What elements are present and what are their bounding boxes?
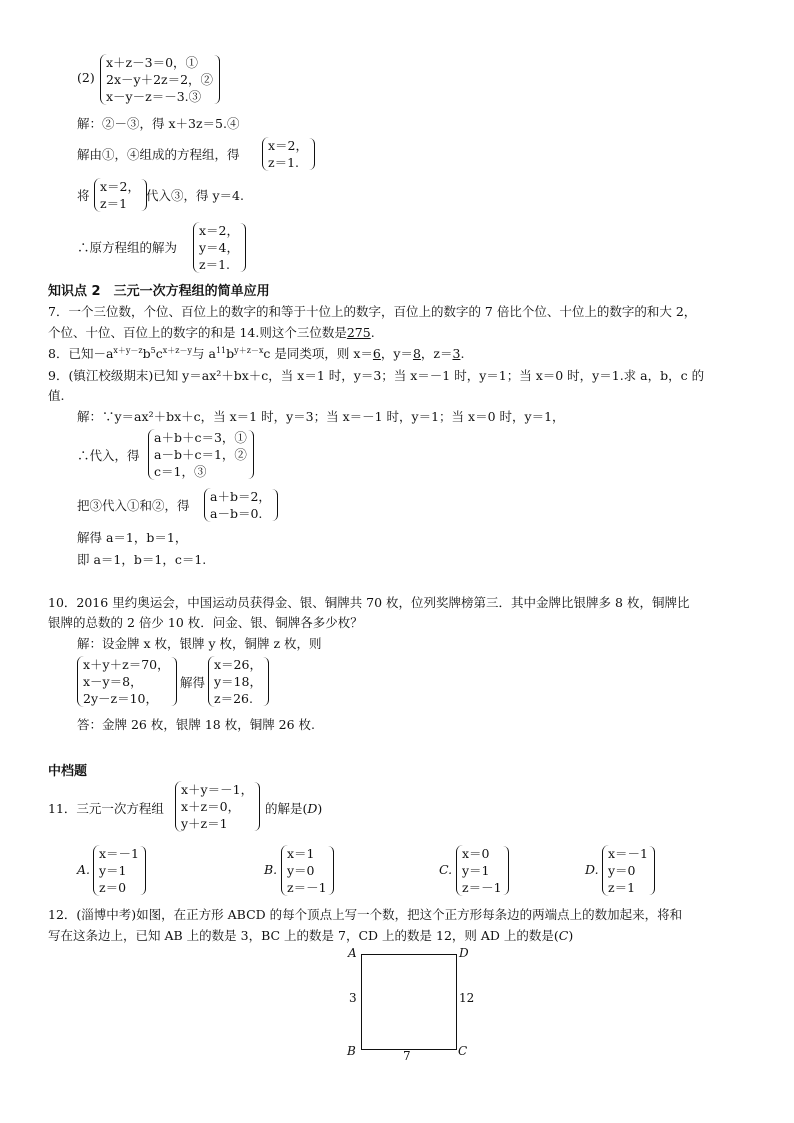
q8-answer-x: 6 — [372, 346, 381, 361]
side-cd-value: 12 — [459, 991, 475, 1005]
q8-exponent: 5 — [150, 345, 156, 355]
vertex-d-label: D — [459, 946, 469, 960]
part2-label: (2) — [77, 70, 95, 85]
equation: a＋b＝2， — [210, 489, 271, 504]
q11-text: 11．三元一次方程组 — [48, 801, 164, 816]
equation: z＝－1 — [287, 880, 327, 895]
equation: y＝1 — [99, 863, 127, 878]
q10-mid: 解得 — [180, 675, 206, 690]
q11-text: ) — [317, 801, 323, 816]
q8-answer-z: 3 — [452, 346, 461, 361]
q12-text: 写在这条边上，已知 AB 上的数是 3，BC 上的数是 7，CD 上的数是 12，则 AD 上的数是( — [48, 928, 559, 943]
q9-line1: 9．(镇江校级期末)已知 y＝ax²＋bx＋c，当 x＝1 时，y＝3；当 x＝－1 时，y＝1；当 x＝0 时，y＝1.求 a，b，c 的 — [48, 368, 705, 383]
equation: z＝1 — [100, 196, 128, 211]
equation: x＝0 — [462, 846, 490, 861]
q10-sol1: 解：设金牌 x 枚，银牌 y 枚，铜牌 z 枚，则 — [77, 636, 322, 651]
part2-step3-text: 将 — [77, 188, 90, 203]
equation: x＋z＝0， — [181, 799, 241, 814]
q8-text: c — [155, 346, 163, 361]
equation: x－y＝8， — [83, 674, 143, 689]
q11-option-a-label: A. — [77, 862, 91, 877]
q8-text: b — [226, 346, 235, 361]
equation: x＝－1 — [608, 846, 649, 861]
part2-step1: 解：②－③，得 x＋3z＝5.④ — [77, 116, 240, 131]
equation: x＝26， — [214, 657, 262, 672]
equation: y＝0 — [608, 863, 636, 878]
vertex-a-label: A — [348, 946, 357, 960]
q11-option-b-label: B. — [264, 862, 278, 877]
equation: z＝26. — [214, 691, 253, 706]
q11-option-c — [456, 845, 508, 896]
q9-sol4: 解得 a＝1，b＝1， — [77, 530, 188, 545]
q8-exponent: 11 — [215, 345, 227, 355]
equation: z＝1 — [608, 880, 636, 895]
section-title: 中档题 — [48, 764, 88, 779]
part2-step2-text: 解由①，④组成的方程组，得 — [77, 147, 240, 162]
part2-step2-system — [262, 137, 314, 171]
part2-step3-tail: 代入③，得 y＝4. — [146, 188, 244, 203]
q11-system — [175, 781, 259, 832]
q9-sol2-system — [148, 429, 253, 480]
q11-option-d — [602, 845, 654, 896]
q10-solution-system — [208, 656, 268, 707]
q8-text: . — [460, 346, 465, 361]
part2-system — [100, 54, 219, 105]
equation: x＝2， — [199, 223, 240, 238]
q8-exponent: x＋z－y — [162, 345, 193, 355]
q9-sol1: 解：∵y＝ax²＋bx＋c，当 x＝1 时，y＝3；当 x＝－1 时，y＝1；当 x＝0 时，y＝1， — [77, 409, 565, 424]
section-title: 知识点 2 三元一次方程组的简单应用 — [48, 284, 270, 299]
side-ab-value: 3 — [349, 991, 357, 1005]
equation: y＝1 — [462, 863, 490, 878]
q7-answer: 275 — [346, 325, 371, 340]
q11-text: 的解是( — [265, 801, 308, 816]
vertex-b-label: B — [347, 1044, 356, 1058]
equation: z＝1. — [268, 155, 300, 170]
q9-sol2-text: ∴代入，得 — [77, 448, 140, 463]
square-abcd — [361, 954, 457, 1050]
q8-text: b — [142, 346, 151, 361]
equation: z＝0 — [99, 880, 127, 895]
q9-sol3-system — [204, 488, 277, 522]
vertex-c-label: C — [458, 1044, 468, 1058]
equation: y＝4， — [199, 240, 240, 255]
part2-step4-text: ∴原方程组的解为 — [77, 240, 178, 255]
equation: z＝1. — [199, 257, 231, 272]
q12-line1: 12．(淄博中考)如图，在正方形 ABCD 的每个顶点上写一个数，把这个正方形每条边的两端点上的数加起来，将和 — [48, 907, 683, 922]
side-bc-value: 7 — [403, 1049, 411, 1063]
q11-answer: D — [307, 801, 318, 816]
equation: x＝－1 — [99, 846, 140, 861]
q12-line2 — [48, 926, 573, 944]
equation: x＝2， — [268, 138, 309, 153]
q8-text: ，y＝ — [380, 346, 413, 361]
equation: 2y－z＝10， — [83, 691, 159, 706]
equation: x＋z－3＝0，① — [106, 55, 199, 70]
equation: y＝18， — [214, 674, 262, 689]
q8-line — [48, 344, 464, 362]
q10-answer: 答：金牌 26 枚，银牌 18 枚，铜牌 26 枚. — [77, 717, 316, 732]
equation: c＝1，③ — [154, 464, 207, 479]
equation: a－b＝0. — [210, 506, 263, 521]
equation: 2x－y＋2z＝2，② — [106, 72, 214, 87]
q12-text: ) — [568, 928, 574, 943]
q10-line1: 10．2016 里约奥运会，中国运动员获得金、银、铜牌共 70 枚，位列奖牌榜第三．其中金牌比银牌多 8 枚，铜牌比 — [48, 595, 690, 610]
q11-option-d-label: D. — [585, 862, 599, 877]
equation: a－b＋c＝1，② — [154, 447, 247, 462]
q7-line2 — [48, 323, 375, 341]
q8-text: 与 a — [192, 346, 216, 361]
part2-step4-system — [193, 222, 245, 273]
q8-exponent: x＋y－z — [113, 345, 143, 355]
q7-text: 个位、十位、百位上的数字的和是 14.则这个三位数是 — [48, 325, 347, 340]
q10-system — [77, 656, 176, 707]
q8-text: c 是同类项，则 x＝ — [263, 346, 373, 361]
equation: x＋y＝－1， — [181, 782, 254, 797]
equation: x＝1 — [287, 846, 315, 861]
equation: a＋b＋c＝3，① — [154, 430, 247, 445]
equation: x＝2， — [100, 179, 141, 194]
q9-sol3-text: 把③代入①和②，得 — [77, 498, 190, 513]
q11-option-a — [93, 845, 145, 896]
q11-option-c-label: C. — [439, 862, 453, 877]
q10-line2: 银牌的总数的 2 倍少 10 枚．问金、银、铜牌各多少枚？ — [48, 615, 363, 630]
q8-text: ，z＝ — [420, 346, 453, 361]
q11-option-b — [281, 845, 333, 896]
q12-answer: C — [558, 928, 569, 943]
q9-line2: 值. — [48, 388, 65, 403]
equation: y＝0 — [287, 863, 315, 878]
q8-text: 8．已知－a — [48, 346, 114, 361]
q8-exponent: y＋z－x — [234, 345, 264, 355]
q9-sol5: 即 a＝1，b＝1，c＝1. — [77, 552, 207, 567]
q7-line1: 7．一个三位数，个位、百位上的数字的和等于十位上的数字，百位上的数字的 7 倍比个位、十位上的数字的和大 2， — [48, 304, 697, 319]
equation: x－y－z＝－3.③ — [106, 89, 202, 104]
q8-answer-y: 8 — [412, 346, 421, 361]
equation: z＝－1 — [462, 880, 502, 895]
part2-step3-system — [94, 178, 146, 212]
equation: y＋z＝1 — [181, 816, 228, 831]
q11-tail — [265, 799, 322, 817]
equation: x＋y＋z＝70， — [83, 657, 170, 672]
q7-end: . — [370, 325, 375, 340]
